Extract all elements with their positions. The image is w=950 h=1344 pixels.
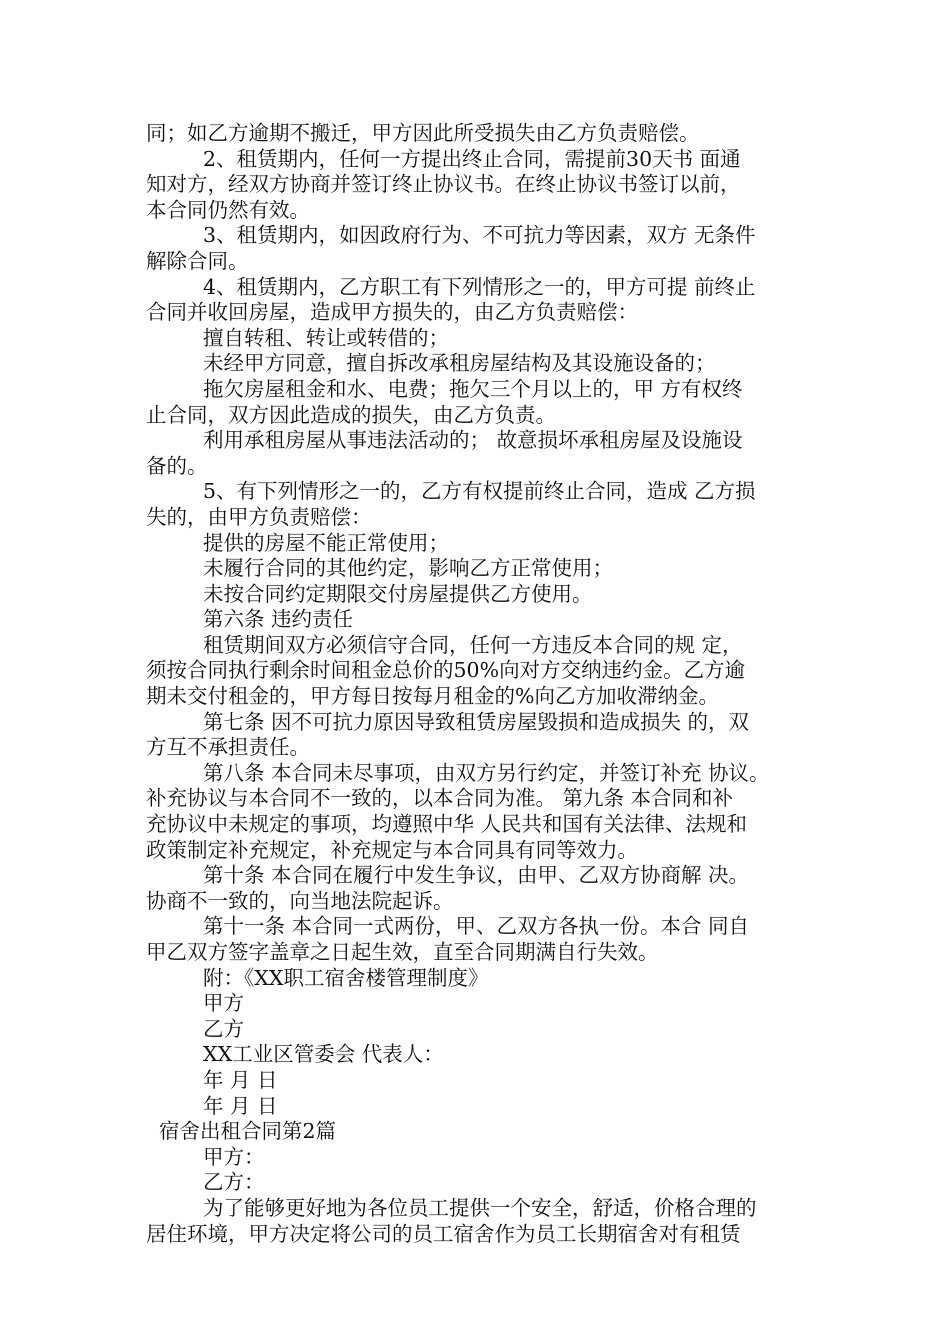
text-line: 同；如乙方逾期不搬迁，甲方因此所受损失由乙方负责赔偿。 — [146, 121, 700, 145]
text-line: 为了能够更好地为各位员工提供一个安全，舒适，价格合理的 — [203, 1195, 757, 1220]
text-line: XX工业区管委会 代表人： — [203, 1042, 444, 1067]
text-line: 失的，由甲方负责赔偿： — [146, 504, 372, 529]
text-line: 擅自转租、转让或转借的； — [203, 325, 449, 350]
text-line: 未经甲方同意，擅自拆改承租房屋结构及其设施设备的； — [203, 351, 716, 376]
text-line: 充协议中未规定的事项，均遵照中华 人民共和国有关法律、法规和 — [146, 812, 748, 837]
text-line: 第十一条 本合同一式两份，甲、乙双方各执一份。本合 同自 — [203, 914, 750, 939]
text-line: 本合同仍然有效。 — [146, 197, 310, 222]
text-line: 知对方，经双方协商并签订终止协议书。在终止协议书签订以前， — [146, 172, 741, 197]
text-line: 须按合同执行剩余时间租金总价的50%向对方交纳违约金。乙方逾 — [146, 658, 746, 683]
text-line: 未履行合同的其他约定，影响乙方正常使用； — [203, 556, 613, 581]
text-line: 补充协议与本合同不一致的，以本合同为准。 第九条 本合同和补 — [146, 786, 734, 811]
contract-body-text — [146, 121, 810, 1247]
text-line: 利用承租房屋从事违法活动的； 故意损坏承租房屋及设施设 — [203, 428, 743, 453]
text-line: 附：《XX职工宿舍楼管理制度》 — [203, 965, 489, 990]
text-line: 第七条 因不可抗力原因导致租赁房屋毁损和造成损失 的，双 — [203, 709, 750, 734]
text-line: 止合同，双方因此造成的损失，由乙方负责。 — [146, 402, 556, 427]
text-line: 2、租赁期内，任何一方提出终止合同，需提前30天书 面通 — [203, 146, 741, 171]
text-line: 提供的房屋不能正常使用； — [203, 530, 449, 555]
text-line: 租赁期间双方必须信守合同，任何一方违反本合同的规 定， — [203, 632, 743, 657]
text-line: 3、租赁期内，如因政府行为、不可抗力等因素，双方 无条件 — [203, 223, 756, 248]
text-line: 居住环境，甲方决定将公司的员工宿舍作为员工长期宿舍对有租赁 — [146, 1221, 741, 1246]
text-line: 期未交付租金的，甲方每日按每月租金的%向乙方加收滞纳金。 — [146, 684, 719, 709]
text-line: 乙方 — [203, 1016, 244, 1041]
text-line: 甲方： — [203, 1144, 265, 1169]
text-line: 政策制定补充规定，补充规定与本合同具有同等效力。 — [146, 837, 638, 862]
text-line: 拖欠房屋租金和水、电费；拖欠三个月以上的，甲 方有权终 — [203, 376, 743, 401]
text-line: 未按合同约定期限交付房屋提供乙方使用。 — [203, 581, 593, 606]
text-line: 甲方 — [203, 991, 244, 1016]
text-line: 宿舍出租合同第2篇 — [159, 1119, 337, 1144]
text-line: 乙方： — [203, 1170, 265, 1195]
text-line: 解除合同。 — [146, 248, 249, 273]
text-line: 第十条 本合同在履行中发生争议，由甲、乙双方协商解 决。 — [203, 863, 750, 888]
text-line: 第八条 本合同未尽事项，由双方另行约定，并签订补充 协议。 — [203, 760, 770, 785]
text-line: 5、有下列情形之一的，乙方有权提前终止合同，造成 乙方损 — [203, 479, 756, 504]
text-line: 协商不一致的，向当地法院起诉。 — [146, 888, 454, 913]
text-line: 方互不承担责任。 — [146, 735, 310, 760]
text-line: 年 月 日 — [203, 1067, 278, 1092]
text-line: 备的。 — [146, 453, 208, 478]
text-line: 年 月 日 — [203, 1093, 278, 1118]
text-line: 第六条 违约责任 — [203, 607, 354, 632]
text-line: 合同并收回房屋，造成甲方损失的，由乙方负责赔偿： — [146, 300, 638, 325]
text-line: 甲乙双方签字盖章之日起生效，直至合同期满自行失效。 — [146, 940, 659, 964]
text-line: 4、租赁期内，乙方职工有下列情形之一的，甲方可提 前终止 — [203, 274, 756, 299]
